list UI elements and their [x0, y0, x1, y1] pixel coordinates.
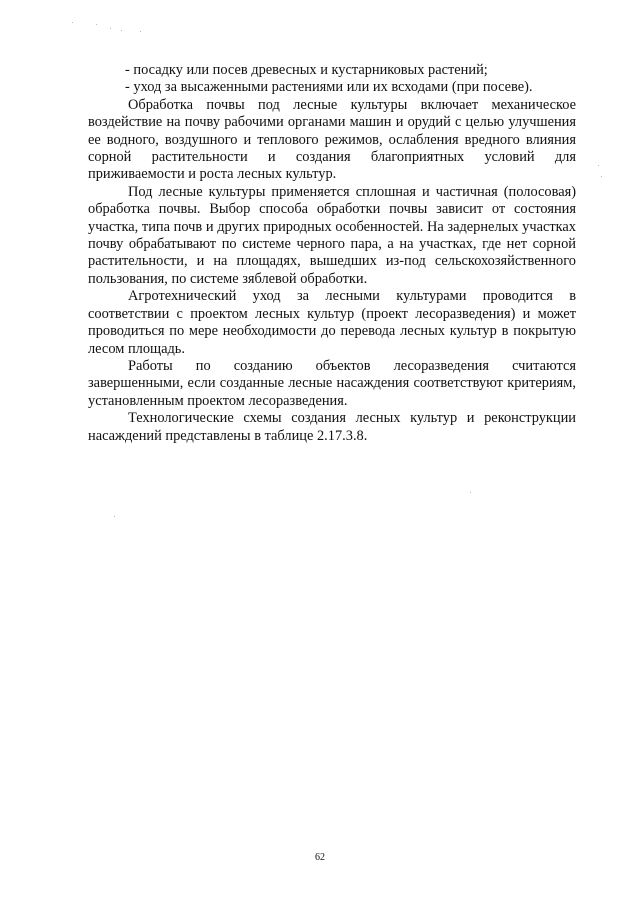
- list-item: - уход за высаженными растениями или их всходами (при посеве).: [125, 79, 533, 96]
- paragraph-agrotechnical-care: Агротехнический уход за лесными культурами проводится в соответствии с проектом лесных культур (проект лесоразведения) и может проводиться по мере необходимости до перевода лесных культур в покрытую лесом площадь.: [88, 288, 576, 357]
- scan-speck: [110, 28, 111, 29]
- scan-speck: [601, 176, 602, 177]
- scan-speck: [140, 31, 141, 32]
- scan-speck: [96, 24, 97, 25]
- scan-speck: [598, 165, 599, 166]
- scan-speck: [121, 30, 122, 31]
- list-item: - посадку или посев древесных и кустарниковых растений;: [125, 62, 488, 78]
- scan-speck: [72, 22, 73, 23]
- paragraph-technology-schemes: Технологические схемы создания лесных культур и реконструкции насаждений представлены в таблице 2.17.3.8.: [88, 410, 576, 444]
- paragraph-soil-treatment: Обработка почвы под лесные культуры включает механическое воздействие на почву рабочими органами машин и орудий с целью улучшения ее водного, воздушного и теплового режимов, ослабления вредного влияния сорной растительности и создания благоприятных условий для приживаемости и роста лесных культур.: [88, 96, 576, 183]
- paragraph-treatment-method: Под лесные культуры применяется сплошная и частичная (полосовая) обработка почвы. Выбор способа обработки почвы зависит от состояния участка, типа почв и других природных особенностей. На задернелых участках почву обрабатывают по системе черного пара, а на участках, где нет сорной растительности, и на площадях, вышедших из-под сельскохозяйственного пользования, по системе зяблевой обработки.: [88, 183, 576, 287]
- scan-speck: [114, 516, 115, 517]
- page-number: 62: [315, 852, 325, 863]
- paragraph-works-completion: Работы по созданию объектов лесоразведения считаются завершенными, если созданные лесные насаждения соответствуют критериям, установленным проектом лесоразведения.: [88, 357, 576, 409]
- document-body: [88, 62, 576, 445]
- scan-speck: [470, 492, 471, 493]
